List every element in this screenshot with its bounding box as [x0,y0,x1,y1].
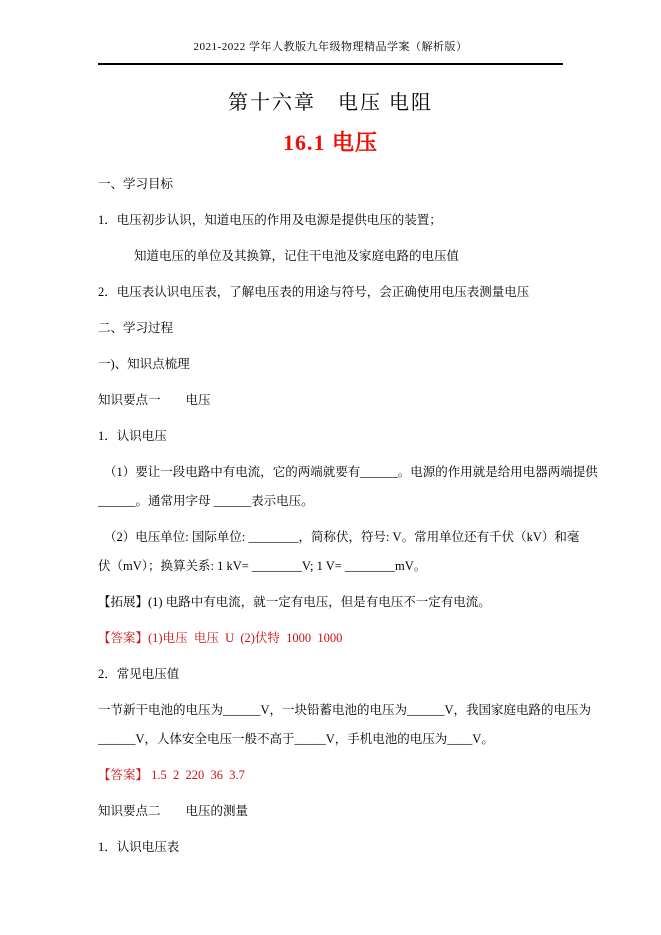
section-title: 16.1 电压 [282,130,378,155]
body-line: 知道电压的单位及其换算，记住干电池及家庭电路的电压值 [134,249,460,263]
body-line-answer: 【答案】(1)电压 电压 U (2)伏特 1000 1000 [98,631,343,645]
body-line-fill-blank: （2）电压单位: 国际单位: ________，简称伏，符号: V。常用单位还有千伏（kV）和毫 [104,530,580,544]
body-line-answer: 【答案】 1.5 2 220 36 3.7 [98,768,245,782]
body-line-fill-blank: 伏（mV）；换算关系: 1 kV= ________V; 1 V= ________mV。 [98,559,427,573]
body-line-note: 【拓展】(1) 电路中有电流，就一定有电压，但是有电压不一定有电流。 [98,595,491,609]
body-line-fill-blank: （1）要让一段电路中有电流，它的两端就要有______。电源的作用就是给用电器两端提供 [104,465,598,479]
header-title: 2021-2022 学年人教版九年级物理精品学案（解析版） [193,41,468,53]
body-line: 1．认识电压表 [98,840,180,854]
body-line: 2．常见电压值 [98,667,180,681]
body-line: 二、学习过程 [98,321,174,335]
body-line-fill-blank: ______V，人体安全电压一般不高于_____V，手机电池的电压为____V。 [98,732,494,746]
document-body [98,170,598,869]
body-line: 知识要点一 电压 [98,393,211,407]
page-header [98,40,563,65]
body-line: 1．电压初步认识，知道电压的作用及电源是提供电压的装置； [98,213,442,227]
body-line: 1．认识电压 [98,429,167,443]
body-line: 一、学习目标 [98,177,174,191]
body-line: 一)、知识点梳理 [98,357,190,371]
body-line-fill-blank: ______。通常用字母 ______表示电压。 [98,494,314,508]
body-line: 2．电压表认识电压表，了解电压表的用途与符号，会正确使用电压表测量电压 [98,285,530,299]
chapter-title: 第十六章 电压 电阻 [228,92,433,114]
header-divider [98,63,563,65]
body-line: 知识要点二 电压的测量 [98,804,249,818]
body-line-fill-blank: 一节新干电池的电压为______V，一块铅蓄电池的电压为______V，我国家庭电路的电压为 [98,703,592,717]
